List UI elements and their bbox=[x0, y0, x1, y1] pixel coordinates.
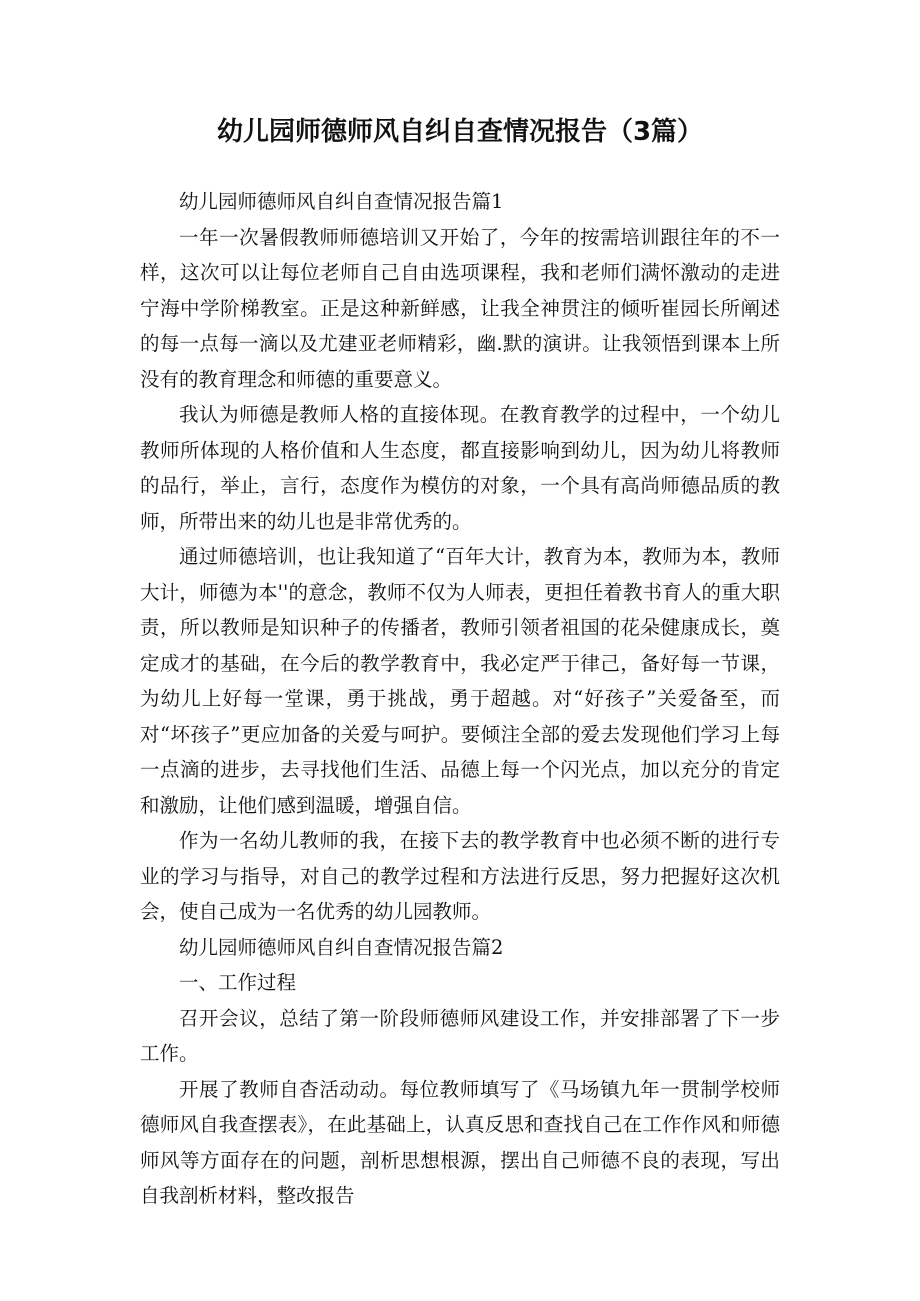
document-body bbox=[140, 184, 780, 1214]
paragraph: 作为一名幼儿教师的我，在接下去的教学教育中也必须不断的进行专业的学习与指导，对自己的教学过程和方法进行反思，努力把握好这次机会，使自己成为一名优秀的幼儿园教师。 bbox=[140, 829, 780, 923]
paragraph: 通过师德培训，也让我知道了“百年大计，教育为本，教师为本，教师大计，师德为本''的意念，教师不仅为人师表，更担任着教书育人的重大职责，所以教师是知识种子的传播者，教师引领者祖国的花朵健康成长，奠定成才的基础，在今后的教学教育中，我必定严于律己，备好每一节课，为幼儿上好每一堂课，勇于挑战，勇于超越。对“好孩子”关爱备至，而对“坏孩子”更应加备的关爱与呵护。要倾注全部的爱去发现他们学习上每一点滴的进步，去寻找他们生活、品德上每一个闪光点，加以充分的肯定和激励，让他们感到温暖，增强自信。 bbox=[140, 545, 780, 817]
subsection-heading: 一、工作过程 bbox=[179, 971, 297, 994]
document-title: 幼儿园师德师风自纠自查情况报告（3篇） bbox=[216, 117, 704, 147]
section-heading-1: 幼儿园师德师风自纠自查情况报告篇1 bbox=[179, 190, 504, 213]
paragraph: 开展了教师自杳活动动。每位教师填写了《马场镇九年一贯制学校师德师风自我查摆表》，在此基础上，认真反思和查找自己在工作作风和师德师风等方面存在的问题，剖析思想根源，摆出自己师德不良的表现，写出自我剖析材料，整改报告 bbox=[140, 1077, 780, 1207]
paragraph: 召开会议，总结了第一阶段师德师风建设工作，并安排部署了下一步工作。 bbox=[140, 1006, 780, 1065]
paragraph: 我认为师德是教师人格的直接体现。在教育教学的过程中，一个幼儿教师所体现的人格价值和人生态度，都直接影响到幼儿，因为幼儿将教师的品行，举止，言行，态度作为模仿的对象，一个具有高尚师德品质的教师，所带出来的幼儿也是非常优秀的。 bbox=[140, 403, 780, 533]
section-heading-2: 幼儿园师德师风自纠自查情况报告篇2 bbox=[179, 935, 504, 959]
paragraph: 一年一次暑假教师师德培训又开始了，今年的按需培训跟往年的不一样，这次可以让每位老师自己自由选项课程，我和老师们满怀激动的走进宁海中学阶梯教室。正是这种新鲜感，让我全神贯注的倾听崔园长所阐述的每一点每一滴以及尤建亚老师精彩，幽.默的演讲。让我领悟到课本上所没有的教育理念和师德的重要意义。 bbox=[140, 225, 780, 391]
